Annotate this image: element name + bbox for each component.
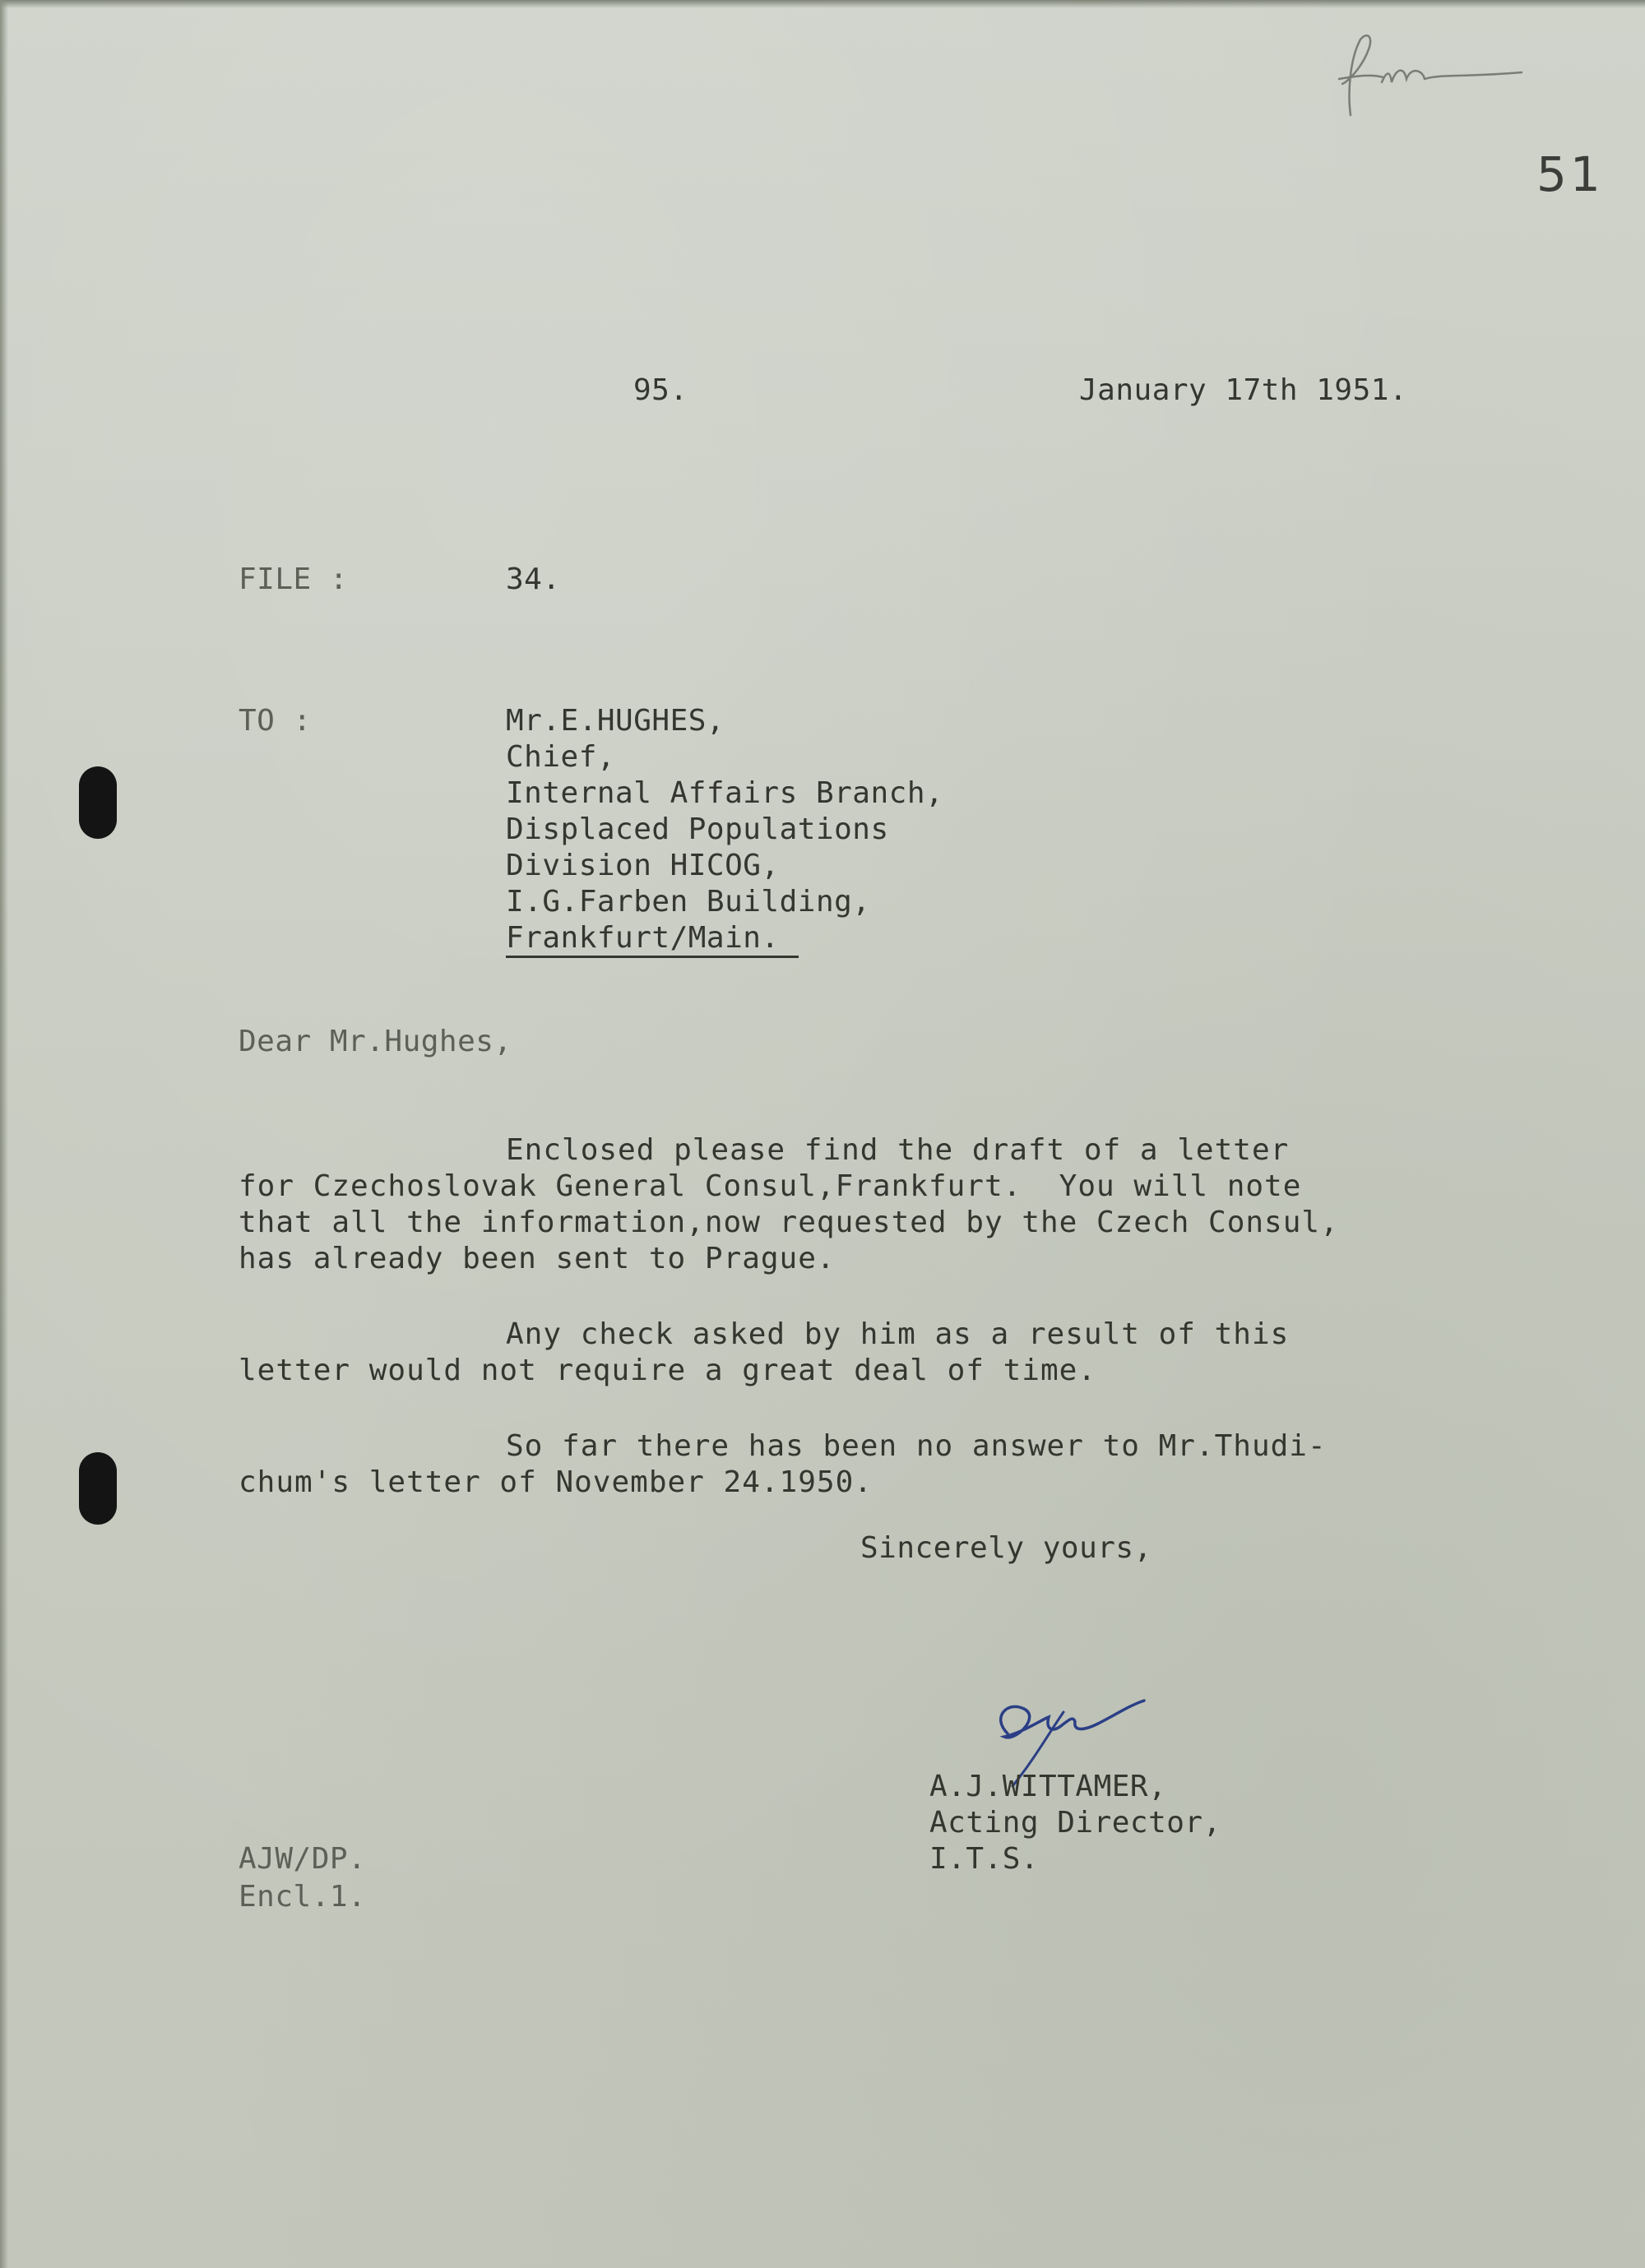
- body-line: has already been sent to Prague.: [239, 1242, 836, 1275]
- recipient-city: Frankfurt/Main.: [506, 921, 780, 955]
- letter-date: January 17th 1951.: [1079, 373, 1408, 407]
- enclosure-note: Encl.1.: [239, 1880, 367, 1914]
- file-number: 34.: [506, 562, 561, 596]
- to-label: TO :: [239, 704, 312, 738]
- body-line: Any check asked by him as a result of this: [506, 1317, 1290, 1351]
- salutation: Dear Mr.Hughes,: [239, 1025, 512, 1058]
- recipient-line: I.G.Farben Building,: [506, 885, 871, 919]
- recipient-line: Division HICOG,: [506, 849, 780, 882]
- reference-number: 95.: [633, 373, 688, 407]
- body-line: letter would not require a great deal of time.: [239, 1354, 1096, 1387]
- body-line: Enclosed please find the draft of a letter: [506, 1133, 1290, 1167]
- punch-hole-top: [79, 766, 117, 839]
- city-underline: [506, 956, 799, 958]
- body-line: for Czechoslovak General Consul,Frankfurt. You will note: [239, 1169, 1302, 1203]
- scan-edge-top: [0, 0, 1645, 8]
- reference-initials: AJW/DP.: [239, 1842, 367, 1876]
- signatory-title: Acting Director,: [929, 1806, 1221, 1840]
- file-label: FILE :: [239, 562, 349, 596]
- page-number: 51: [1536, 146, 1604, 202]
- punch-hole-bottom: [79, 1452, 117, 1525]
- scan-edge-left: [0, 0, 8, 2268]
- body-line: So far there has been no answer to Mr.Thudi-: [506, 1429, 1327, 1463]
- recipient-line: Internal Affairs Branch,: [506, 776, 944, 810]
- body-line: that all the information,now requested by the Czech Consul,: [239, 1206, 1339, 1239]
- recipient-line: Mr.E.HUGHES,: [506, 704, 725, 738]
- recipient-line: Displaced Populations: [506, 812, 889, 846]
- signatory-org: I.T.S.: [929, 1842, 1040, 1876]
- closing: Sincerely yours,: [860, 1531, 1152, 1565]
- recipient-line: Chief,: [506, 740, 616, 774]
- body-line: chum's letter of November 24.1950.: [239, 1465, 873, 1499]
- handwritten-note-file: [1332, 25, 1546, 132]
- signatory-name: A.J.WITTAMER,: [929, 1770, 1167, 1803]
